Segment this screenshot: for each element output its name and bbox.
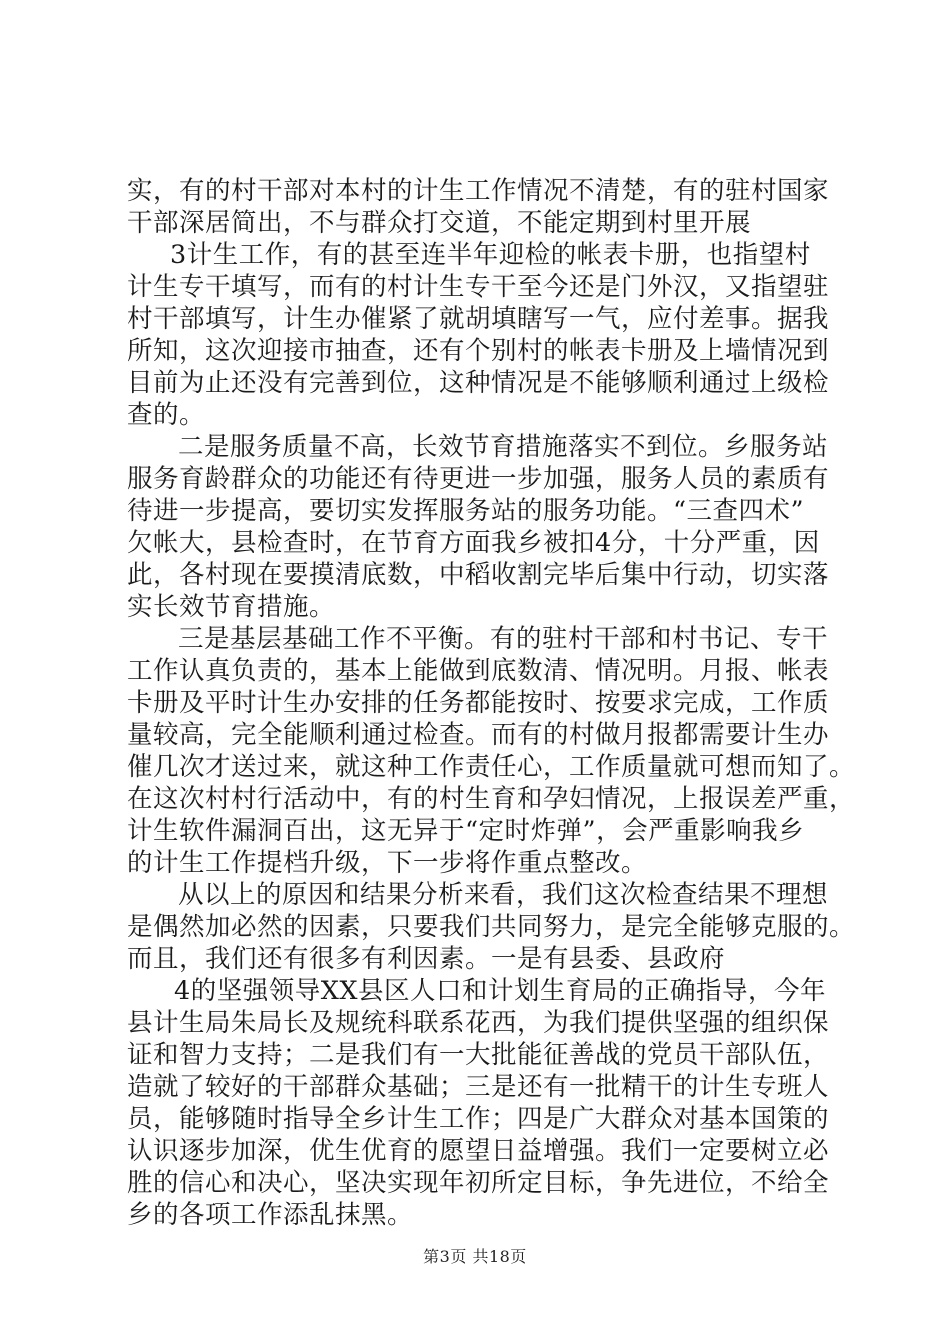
text-line: 卡册及平时计生办安排的任务都能按时、按要求完成，工作质 [127, 688, 830, 718]
text-line: 而且，我们还有很多有利因素。一是有县委、县政府 [127, 944, 726, 974]
text-line: 实，有的村干部对本村的计生工作情况不清楚，有的驻村国家 [127, 176, 830, 206]
text-line: 催几次才送过来，就这种工作责任心，工作质量就可想而知了。 [127, 752, 856, 782]
text-line: 胜的信心和决心，坚决实现年初所定目标，争先进位，不给全 [127, 1168, 830, 1198]
text-line: 计生专干填写，而有的村计生专干至今还是门外汉，又指望驻 [127, 272, 830, 302]
text-line: 的计生工作提档升级，下一步将作重点整改。 [127, 848, 648, 878]
text-line: 干部深居简出，不与群众打交道，不能定期到村里开展 [127, 208, 752, 238]
page-number-footer: 第3页 共18页 [423, 1247, 527, 1266]
text-line: 从以上的原因和结果分析来看，我们这次检查结果不理想 [178, 880, 829, 910]
text-line: 查的。 [127, 400, 206, 430]
text-line: 3计生工作，有的甚至连半年迎检的帐表卡册，也指望村 [170, 240, 811, 270]
text-line: 服务育龄群众的功能还有待更进一步加强，服务人员的素质有 [127, 464, 830, 494]
text-line: 员，能够随时指导全乡计生工作；四是广大群众对基本国策的 [127, 1104, 830, 1134]
text-line: 工作认真负责的，基本上能做到底数清、情况明。月报、帐表 [127, 656, 830, 686]
text-line: 村干部填写，计生办催紧了就胡填瞎写一气，应付差事。据我 [127, 304, 830, 334]
text-line: 二是服务质量不高，长效节育措施落实不到位。乡服务站 [178, 432, 829, 462]
text-line: 实长效节育措施。 [127, 592, 336, 622]
text-line: 三是基层基础工作不平衡。有的驻村干部和村书记、专干 [178, 624, 829, 654]
text-line: 待进一步提高，要切实发挥服务站的服务功能。“三查四术” [127, 496, 805, 526]
text-line: 目前为止还没有完善到位，这种情况是不能够顺利通过上级检 [127, 368, 830, 398]
text-line: 是偶然加必然的因素，只要我们共同努力，是完全能够克服的。 [127, 912, 856, 942]
text-line: 造就了较好的干部群众基础；三是还有一批精干的计生专班人 [127, 1072, 830, 1102]
text-line: 乡的各项工作添乱抹黑。 [127, 1200, 414, 1230]
text-line: 认识逐步加深，优生优育的愿望日益增强。我们一定要树立必 [127, 1136, 830, 1166]
text-line: 量较高，完全能顺利通过检查。而有的村做月报都需要计生办 [127, 720, 830, 750]
text-line: 所知，这次迎接市抽查，还有个别村的帐表卡册及上墙情况到 [127, 336, 830, 366]
text-line: 计生软件漏洞百出，这无异于“定时炸弹”，会严重影响我乡 [127, 816, 805, 846]
text-line: 县计生局朱局长及规统科联系花西，为我们提供坚强的组织保 [127, 1008, 830, 1038]
text-line: 证和智力支持；二是我们有一大批能征善战的党员干部队伍， [127, 1040, 830, 1070]
text-line: 在这次村村行活动中，有的村生育和孕妇情况，上报误差严重， [127, 784, 856, 814]
text-line: 4的坚强领导XX县区人口和计划生育局的正确指导，今年 [174, 976, 827, 1006]
text-line: 此，各村现在要摸清底数，中稻收割完毕后集中行动，切实落 [127, 560, 830, 590]
text-line: 欠帐大，县检查时，在节育方面我乡被扣4分，十分严重，因 [127, 528, 820, 558]
